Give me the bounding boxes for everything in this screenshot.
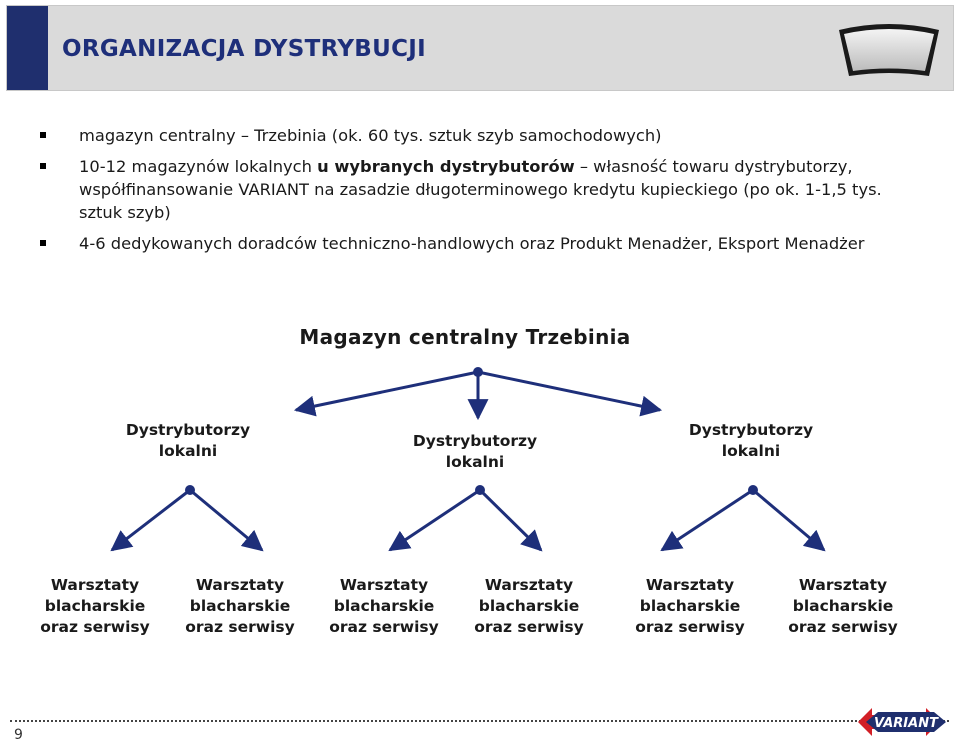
arrow-d2-right (480, 490, 541, 550)
arrow-d1-left (112, 490, 190, 550)
logo-text: VARIANT (874, 716, 938, 731)
arrow-d2-left (390, 490, 480, 550)
page-number: 9 (14, 727, 23, 743)
distributor-node: Dystrybutorzy lokalni (125, 421, 251, 460)
arrow-root-left (296, 372, 478, 410)
node-dot-d3 (748, 485, 758, 495)
arrow-d3-right (753, 490, 824, 550)
slide-title: ORGANIZACJA DYSTRYBUCJI (62, 36, 427, 62)
central-warehouse-label: Magazyn centralny Trzebinia (299, 325, 631, 349)
arrow-d3-left (662, 490, 753, 550)
node-dot-d1 (185, 485, 195, 495)
bullet-text-post: – własność towaru dystrybutorzy, współfinansowanie VARIANT na zasadzie długoterminowego kredytu kupieckiego (po ok. 1-1,5 tys. sztuk szyb) (79, 157, 882, 222)
workshop-node: Warsztaty blacharskie oraz serwisy (185, 576, 295, 636)
arrow-d1-right (190, 490, 262, 550)
node-dot-root (473, 367, 483, 377)
workshop-node: Warsztaty blacharskie oraz serwisy (788, 576, 898, 636)
arrow-root-right (478, 372, 660, 410)
workshop-node: Warsztaty blacharskie oraz serwisy (40, 576, 150, 636)
distributor-node: Dystrybutorzy lokalni (412, 432, 538, 471)
workshop-node: Warsztaty blacharskie oraz serwisy (474, 576, 584, 636)
distributor-node: Dystrybutorzy lokalni (688, 421, 814, 460)
footer-divider (10, 720, 949, 722)
bullet-text: 4-6 dedykowanych doradców techniczno-handlowych oraz Produkt Menadżer, Eksport Menadżer (79, 234, 865, 253)
workshop-node: Warsztaty blacharskie oraz serwisy (329, 576, 439, 636)
bullet-text-bold: u wybranych dystrybutorów (317, 157, 575, 176)
node-dot-d2 (475, 485, 485, 495)
bullet-text: magazyn centralny – Trzebinia (ok. 60 tys. sztuk szyb samochodowych) (79, 126, 662, 145)
variant-logo-icon (856, 700, 954, 744)
bullet-text-pre: 10-12 magazynów lokalnych (79, 157, 318, 176)
workshop-node: Warsztaty blacharskie oraz serwisy (635, 576, 745, 636)
